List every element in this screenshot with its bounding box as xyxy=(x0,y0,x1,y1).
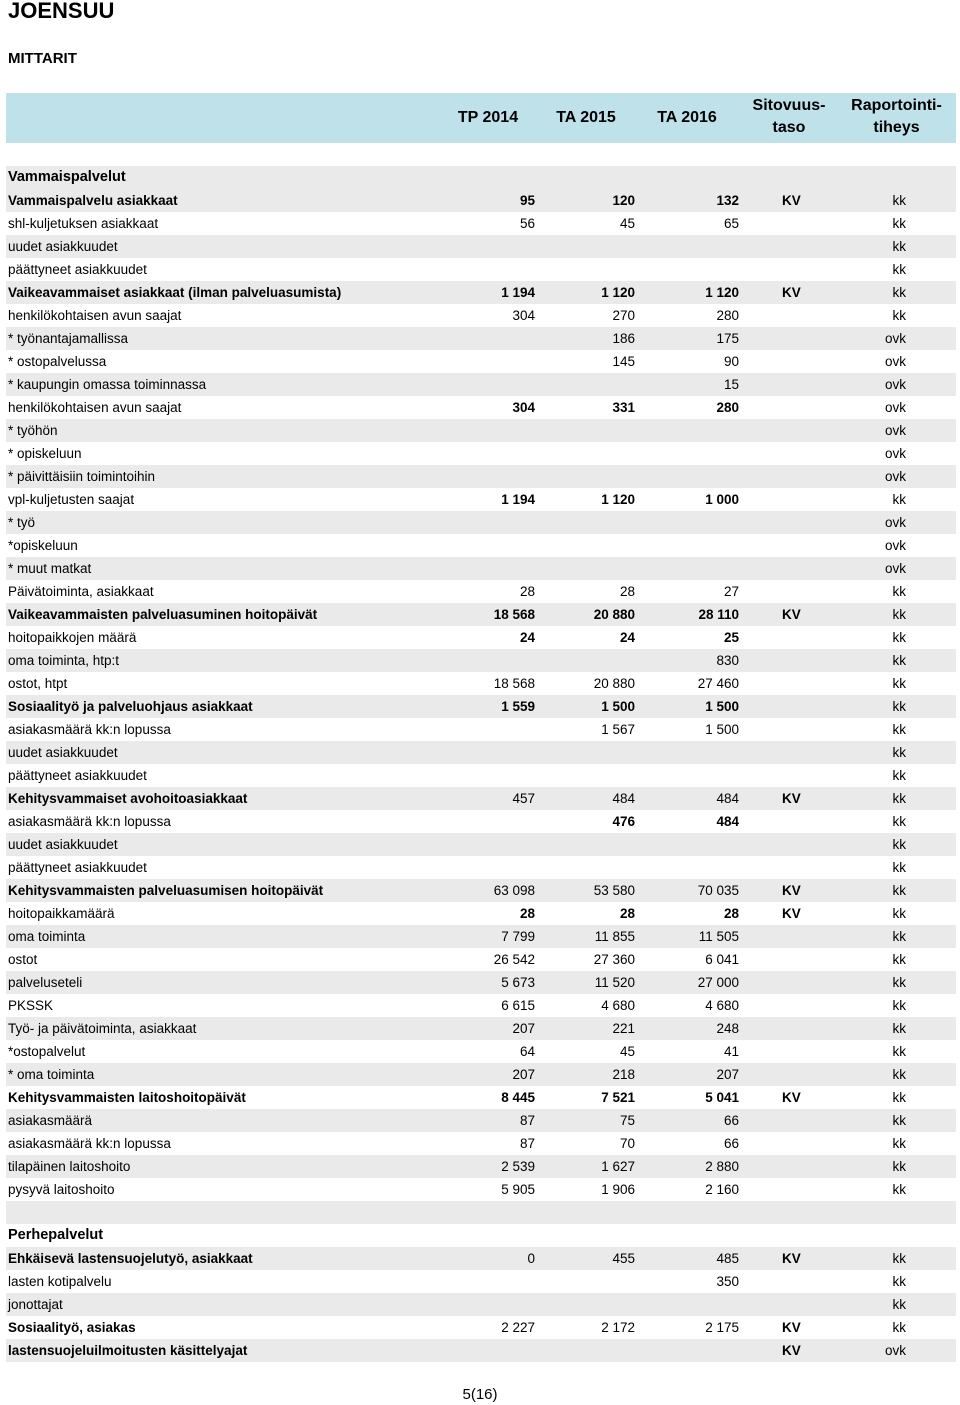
value-ta2015: 1 567 xyxy=(601,722,635,737)
table-row xyxy=(6,396,956,419)
value-ta2016: 207 xyxy=(716,1067,739,1082)
value-tp2014: 8 445 xyxy=(501,1090,535,1105)
value-raportointitiheys: kk xyxy=(892,1090,906,1105)
row-label: päättyneet asiakkuudet xyxy=(8,262,147,277)
row-label: uudet asiakkuudet xyxy=(8,837,118,852)
value-raportointitiheys: kk xyxy=(892,285,906,300)
row-label: Kehitysvammaisten laitoshoitopäivät xyxy=(8,1090,246,1105)
table-row xyxy=(6,879,956,902)
value-ta2016: 1 120 xyxy=(705,285,739,300)
value-ta2016: 28 xyxy=(723,906,739,921)
value-ta2016: 484 xyxy=(716,791,739,806)
value-raportointitiheys: kk xyxy=(892,239,906,254)
value-ta2016: 2 880 xyxy=(705,1159,739,1174)
value-raportointitiheys: ovk xyxy=(884,469,906,484)
table-row xyxy=(6,1063,956,1086)
value-raportointitiheys: kk xyxy=(892,1136,906,1151)
city-title: JOENSUU xyxy=(8,0,115,23)
header-raportointitiheys xyxy=(839,95,954,139)
value-raportointitiheys: ovk xyxy=(884,423,906,438)
value-raportointitiheys: kk xyxy=(892,952,906,967)
value-raportointitiheys: kk xyxy=(892,768,906,783)
table-row xyxy=(6,1247,956,1270)
value-ta2015: 1 500 xyxy=(601,699,635,714)
value-sitovuustaso: KV xyxy=(782,193,801,208)
value-ta2016: 27 460 xyxy=(697,676,739,691)
value-ta2015: 186 xyxy=(612,331,635,346)
value-raportointitiheys: ovk xyxy=(884,331,906,346)
value-ta2016: 2 160 xyxy=(705,1182,739,1197)
row-label: * työ xyxy=(8,515,36,530)
table-row xyxy=(6,1339,956,1362)
value-ta2015: 11 520 xyxy=(594,975,635,990)
row-label: palveluseteli xyxy=(8,975,83,990)
value-tp2014: 7 799 xyxy=(501,929,535,944)
value-raportointitiheys: ovk xyxy=(884,561,906,576)
value-ta2015: 11 855 xyxy=(594,929,635,944)
table-row xyxy=(6,1201,956,1224)
table-row xyxy=(6,212,956,235)
row-label: Vaikeavammaiset asiakkaat (ilman palveluasumista) xyxy=(8,285,342,300)
value-raportointitiheys: kk xyxy=(892,699,906,714)
header-raportointitiheys-line1: Raportointi- xyxy=(851,97,942,114)
value-tp2014: 64 xyxy=(519,1044,535,1059)
row-label: * ostopalvelussa xyxy=(8,354,107,369)
value-tp2014: 18 568 xyxy=(493,676,535,691)
table-row xyxy=(6,833,956,856)
value-ta2016: 27 xyxy=(723,584,739,599)
value-tp2014: 28 xyxy=(519,584,535,599)
row-label: * oma toiminta xyxy=(8,1067,95,1082)
value-tp2014: 95 xyxy=(519,193,535,208)
value-ta2016: 280 xyxy=(716,400,739,415)
value-ta2016: 70 035 xyxy=(697,883,739,898)
value-ta2015: 120 xyxy=(612,193,635,208)
value-ta2015: 218 xyxy=(612,1067,635,1082)
row-label: * työnantajamallissa xyxy=(8,331,129,346)
value-ta2016: 90 xyxy=(723,354,739,369)
value-raportointitiheys: kk xyxy=(892,1297,906,1312)
value-raportointitiheys: kk xyxy=(892,1044,906,1059)
row-label: pysyvä laitoshoito xyxy=(8,1182,115,1197)
row-label: henkilökohtaisen avun saajat xyxy=(8,308,182,323)
table-row xyxy=(6,902,956,925)
value-tp2014: 56 xyxy=(519,216,535,231)
value-ta2016: 66 xyxy=(723,1136,739,1151)
value-ta2016: 485 xyxy=(716,1251,739,1266)
value-raportointitiheys: kk xyxy=(892,975,906,990)
value-raportointitiheys: kk xyxy=(892,791,906,806)
table-row xyxy=(6,672,956,695)
value-ta2015: 484 xyxy=(612,791,635,806)
section-heading-row xyxy=(6,166,956,189)
table-row xyxy=(6,695,956,718)
table-row xyxy=(6,557,956,580)
value-tp2014: 2 539 xyxy=(501,1159,535,1174)
value-raportointitiheys: kk xyxy=(892,1320,906,1335)
value-ta2015: 28 xyxy=(619,906,635,921)
value-raportointitiheys: kk xyxy=(892,745,906,760)
row-label: lasten kotipalvelu xyxy=(8,1274,112,1289)
value-raportointitiheys: kk xyxy=(892,906,906,921)
row-label: Kehitysvammaisten palveluasumisen hoitopäivät xyxy=(8,883,324,898)
value-tp2014: 87 xyxy=(519,1136,535,1151)
row-label: * päivittäisiin toimintoihin xyxy=(8,469,156,484)
value-tp2014: 457 xyxy=(512,791,535,806)
value-tp2014: 2 227 xyxy=(501,1320,535,1335)
value-tp2014: 1 194 xyxy=(501,285,535,300)
header-sitovuustaso-line2: taso xyxy=(772,119,806,136)
value-sitovuustaso: KV xyxy=(782,1320,801,1335)
value-tp2014: 6 615 xyxy=(501,998,535,1013)
value-ta2015: 28 xyxy=(619,584,635,599)
row-label: lastensuojeluilmoitusten käsittelyajat xyxy=(8,1343,248,1358)
value-ta2016: 41 xyxy=(723,1044,739,1059)
value-raportointitiheys: ovk xyxy=(884,400,906,415)
row-label: *opiskeluun xyxy=(8,538,78,553)
table-row xyxy=(6,281,956,304)
row-label: asiakasmäärä kk:n lopussa xyxy=(8,814,171,829)
row-label: shl-kuljetuksen asiakkaat xyxy=(8,216,159,231)
row-label: Päivätoiminta, asiakkaat xyxy=(8,584,154,599)
section-title: MITTARIT xyxy=(8,50,77,67)
value-raportointitiheys: kk xyxy=(892,1251,906,1266)
page-number: 5(16) xyxy=(462,1386,498,1403)
row-label: päättyneet asiakkuudet xyxy=(8,768,147,783)
value-ta2015: 476 xyxy=(612,814,635,829)
value-raportointitiheys: kk xyxy=(892,308,906,323)
value-raportointitiheys: ovk xyxy=(884,515,906,530)
table-row xyxy=(6,1316,956,1339)
table-row xyxy=(6,442,956,465)
value-ta2015: 45 xyxy=(619,216,635,231)
table-row xyxy=(6,764,956,787)
value-raportointitiheys: kk xyxy=(892,653,906,668)
table-row xyxy=(6,603,956,626)
table-row xyxy=(6,649,956,672)
value-raportointitiheys: kk xyxy=(892,1274,906,1289)
value-ta2015: 24 xyxy=(619,630,635,645)
value-tp2014: 18 568 xyxy=(493,607,535,622)
value-ta2016: 66 xyxy=(723,1113,739,1128)
value-raportointitiheys: kk xyxy=(892,1159,906,1174)
value-raportointitiheys: kk xyxy=(892,1067,906,1082)
row-label: Ehkäisevä lastensuojelutyö, asiakkaat xyxy=(8,1251,253,1266)
row-label: vpl-kuljetusten saajat xyxy=(8,492,135,507)
row-label: Sosiaalityö ja palveluohjaus asiakkaat xyxy=(8,699,253,714)
value-ta2016: 25 xyxy=(723,630,739,645)
row-label: * kaupungin omassa toiminnassa xyxy=(8,377,207,392)
value-raportointitiheys: ovk xyxy=(884,1343,906,1358)
value-ta2015: 455 xyxy=(612,1251,635,1266)
row-label: ostot xyxy=(8,952,38,967)
value-raportointitiheys: ovk xyxy=(884,377,906,392)
value-raportointitiheys: kk xyxy=(892,929,906,944)
value-raportointitiheys: kk xyxy=(892,883,906,898)
table-row xyxy=(6,994,956,1017)
value-ta2015: 2 172 xyxy=(601,1320,635,1335)
table-row xyxy=(6,1017,956,1040)
value-ta2015: 45 xyxy=(619,1044,635,1059)
table-row xyxy=(6,1293,956,1316)
table-row xyxy=(6,925,956,948)
value-ta2016: 15 xyxy=(723,377,739,392)
table-row xyxy=(6,1086,956,1109)
table-row xyxy=(6,948,956,971)
row-label: * työhön xyxy=(8,423,58,438)
row-label: oma toiminta xyxy=(8,929,86,944)
row-label: jonottajat xyxy=(8,1297,63,1312)
value-ta2016: 6 041 xyxy=(705,952,739,967)
value-raportointitiheys: kk xyxy=(892,998,906,1013)
row-label: oma toiminta, htp:t xyxy=(8,653,120,668)
table-row xyxy=(6,718,956,741)
value-ta2016: 4 680 xyxy=(705,998,739,1013)
value-raportointitiheys: ovk xyxy=(884,446,906,461)
metrics-table-body xyxy=(6,166,956,1362)
value-tp2014: 28 xyxy=(519,906,535,921)
row-label: PKSSK xyxy=(8,998,54,1013)
value-ta2016: 5 041 xyxy=(705,1090,739,1105)
value-raportointitiheys: kk xyxy=(892,492,906,507)
table-row xyxy=(6,488,956,511)
row-label: hoitopaikkojen määrä xyxy=(8,630,137,645)
value-ta2016: 27 000 xyxy=(697,975,739,990)
value-sitovuustaso: KV xyxy=(782,285,801,300)
value-raportointitiheys: kk xyxy=(892,607,906,622)
value-ta2015: 4 680 xyxy=(601,998,635,1013)
value-ta2016: 175 xyxy=(716,331,739,346)
table-row xyxy=(6,856,956,879)
header-sitovuustaso xyxy=(739,95,839,139)
value-ta2016: 1 500 xyxy=(705,722,739,737)
table-header xyxy=(6,93,956,143)
value-ta2015: 20 880 xyxy=(593,676,635,691)
value-raportointitiheys: ovk xyxy=(884,354,906,369)
value-tp2014: 5 905 xyxy=(501,1182,535,1197)
value-raportointitiheys: kk xyxy=(892,1021,906,1036)
value-sitovuustaso: KV xyxy=(782,1343,801,1358)
table-row xyxy=(6,350,956,373)
value-ta2016: 350 xyxy=(716,1274,739,1289)
value-tp2014: 304 xyxy=(512,308,535,323)
value-tp2014: 207 xyxy=(512,1067,535,1082)
value-ta2016: 11 505 xyxy=(698,929,739,944)
value-ta2015: 20 880 xyxy=(593,607,635,622)
value-raportointitiheys: kk xyxy=(892,193,906,208)
value-ta2015: 75 xyxy=(619,1113,635,1128)
value-ta2015: 1 120 xyxy=(601,285,635,300)
row-label: tilapäinen laitoshoito xyxy=(8,1159,131,1174)
value-ta2015: 27 360 xyxy=(593,952,635,967)
table-row xyxy=(6,1109,956,1132)
value-raportointitiheys: ovk xyxy=(884,538,906,553)
table-row xyxy=(6,511,956,534)
value-raportointitiheys: kk xyxy=(892,584,906,599)
value-sitovuustaso: KV xyxy=(782,791,801,806)
row-label: Kehitysvammaiset avohoitoasiakkaat xyxy=(8,791,248,806)
value-tp2014: 0 xyxy=(527,1251,535,1266)
value-ta2015: 331 xyxy=(612,400,635,415)
row-label: henkilökohtaisen avun saajat xyxy=(8,400,182,415)
table-row xyxy=(6,1040,956,1063)
value-ta2016: 280 xyxy=(716,308,739,323)
value-raportointitiheys: kk xyxy=(892,630,906,645)
value-raportointitiheys: kk xyxy=(892,1113,906,1128)
table-row xyxy=(6,580,956,603)
table-row xyxy=(6,787,956,810)
value-ta2015: 221 xyxy=(612,1021,635,1036)
value-sitovuustaso: KV xyxy=(782,1090,801,1105)
value-ta2016: 2 175 xyxy=(705,1320,739,1335)
value-tp2014: 1 194 xyxy=(501,492,535,507)
value-sitovuustaso: KV xyxy=(782,607,801,622)
table-row xyxy=(6,810,956,833)
row-label: Vaikeavammaisten palveluasuminen hoitopäivät xyxy=(8,607,318,622)
value-raportointitiheys: kk xyxy=(892,722,906,737)
row-label: Työ- ja päivätoiminta, asiakkaat xyxy=(8,1021,197,1036)
header-raportointitiheys-line2: tiheys xyxy=(873,119,920,136)
table-row xyxy=(6,1270,956,1293)
row-label: * muut matkat xyxy=(8,561,92,576)
value-tp2014: 304 xyxy=(512,400,535,415)
row-label: ostot, htpt xyxy=(8,676,68,691)
value-tp2014: 24 xyxy=(519,630,535,645)
row-label: uudet asiakkuudet xyxy=(8,745,118,760)
value-ta2015: 7 521 xyxy=(601,1090,635,1105)
value-ta2015: 270 xyxy=(612,308,635,323)
value-tp2014: 87 xyxy=(519,1113,535,1128)
header-ta2016: TA 2016 xyxy=(657,109,717,126)
value-tp2014: 63 098 xyxy=(493,883,535,898)
row-label: päättyneet asiakkuudet xyxy=(8,860,147,875)
table-row xyxy=(6,189,956,212)
value-ta2015: 70 xyxy=(619,1136,635,1151)
table-row xyxy=(6,258,956,281)
value-ta2016: 28 110 xyxy=(698,607,739,622)
table-row xyxy=(6,1155,956,1178)
table-row xyxy=(6,626,956,649)
value-raportointitiheys: kk xyxy=(892,860,906,875)
value-tp2014: 207 xyxy=(512,1021,535,1036)
row-label: Perhepalvelut xyxy=(8,1227,104,1243)
value-sitovuustaso: KV xyxy=(782,1251,801,1266)
value-ta2016: 484 xyxy=(716,814,739,829)
table-row xyxy=(6,741,956,764)
section-heading-row xyxy=(6,1224,956,1247)
table-row xyxy=(6,1178,956,1201)
value-ta2016: 1 500 xyxy=(705,699,739,714)
value-ta2015: 1 627 xyxy=(601,1159,635,1174)
row-label: asiakasmäärä kk:n lopussa xyxy=(8,722,171,737)
row-label: Vammaispalvelut xyxy=(8,169,126,185)
value-ta2015: 145 xyxy=(612,354,635,369)
value-raportointitiheys: kk xyxy=(892,216,906,231)
table-row xyxy=(6,534,956,557)
row-label: *ostopalvelut xyxy=(8,1044,86,1059)
header-tp2014: TP 2014 xyxy=(457,109,519,126)
value-raportointitiheys: kk xyxy=(892,676,906,691)
value-raportointitiheys: kk xyxy=(892,1182,906,1197)
table-row xyxy=(6,373,956,396)
value-ta2015: 1 120 xyxy=(601,492,635,507)
row-label: Vammaispalvelu asiakkaat xyxy=(8,193,178,208)
value-sitovuustaso: KV xyxy=(782,906,801,921)
header-ta2015: TA 2015 xyxy=(556,109,616,126)
value-ta2015: 1 906 xyxy=(601,1182,635,1197)
value-sitovuustaso: KV xyxy=(782,883,801,898)
value-raportointitiheys: kk xyxy=(892,262,906,277)
row-label: asiakasmäärä kk:n lopussa xyxy=(8,1136,171,1151)
table-row xyxy=(6,419,956,442)
row-label: asiakasmäärä xyxy=(8,1113,93,1128)
table-row xyxy=(6,1132,956,1155)
row-label: * opiskeluun xyxy=(8,446,82,461)
value-ta2016: 248 xyxy=(716,1021,739,1036)
value-tp2014: 26 542 xyxy=(493,952,535,967)
row-label: Sosiaalityö, asiakas xyxy=(8,1320,136,1335)
value-raportointitiheys: kk xyxy=(892,837,906,852)
value-ta2016: 65 xyxy=(723,216,739,231)
row-label: uudet asiakkuudet xyxy=(8,239,118,254)
value-tp2014: 1 559 xyxy=(501,699,535,714)
value-ta2016: 1 000 xyxy=(705,492,739,507)
header-sitovuustaso-line1: Sitovuus- xyxy=(752,97,826,114)
table-row xyxy=(6,465,956,488)
table-row xyxy=(6,304,956,327)
value-ta2016: 830 xyxy=(716,653,739,668)
value-ta2015: 53 580 xyxy=(593,883,635,898)
table-row xyxy=(6,327,956,350)
value-tp2014: 5 673 xyxy=(501,975,535,990)
value-raportointitiheys: kk xyxy=(892,814,906,829)
value-ta2016: 132 xyxy=(716,193,739,208)
table-row xyxy=(6,971,956,994)
table-row xyxy=(6,235,956,258)
row-label: hoitopaikkamäärä xyxy=(8,906,115,921)
